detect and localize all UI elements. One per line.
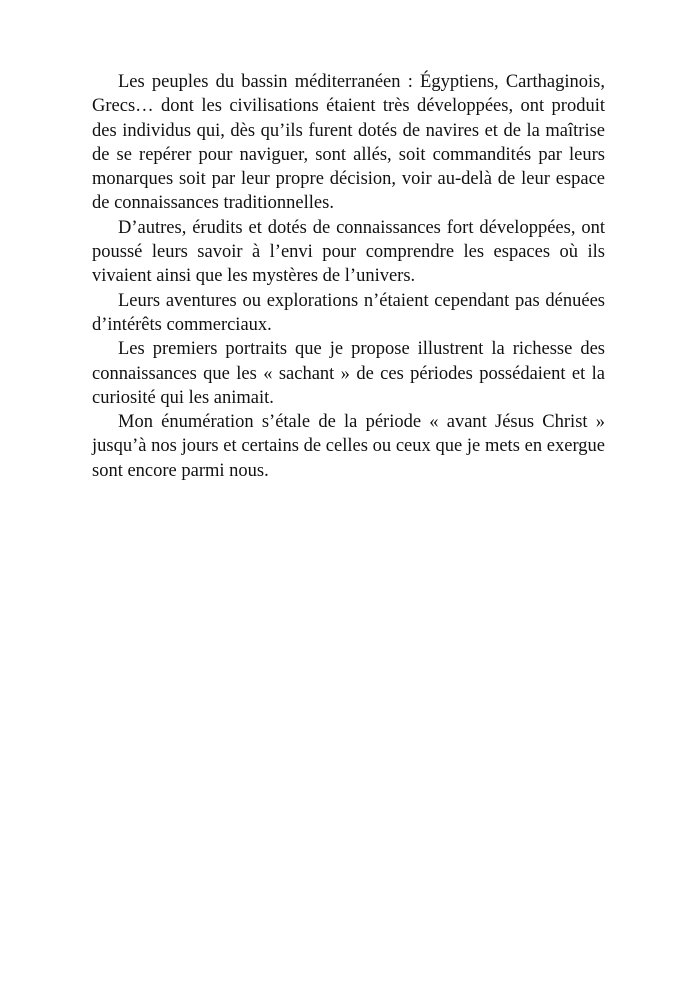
paragraph-scholars: D’autres, érudits et dotés de connaissances fort développées, ont poussé leurs savoir à l’envi pour comprendre les espaces où ils vivaient ainsi que les mystères de l’univers. — [92, 217, 605, 287]
paragraph-enumeration-period: Mon énumération s’étale de la période « avant Jésus Christ » jusqu’à nos jours et certains de celles ou ceux que je mets en exergue sont encore parmi nous. — [92, 412, 605, 481]
paragraph-commercial-interests: Leurs aventures ou explorations n’étaient cependant pas dénuées d’intérêts commerciaux. — [92, 290, 605, 335]
document-page — [92, 70, 605, 483]
paragraph-first-portraits: Les premiers portraits que je propose illustrent la richesse des connaissances que les « sachant » de ces périodes possédaient et la curiosité qui les animait. — [92, 339, 605, 408]
paragraph-mediterranean-peoples: Les peuples du bassin méditerranéen : Égyptiens, Carthaginois, Grecs… dont les civilisations étaient très développées, ont produit des individus qui, dès qu’ils furent dotés de navires et de la maîtrise de se repérer pour naviguer, sont allés, soit commandités par leurs monarques soit par leur propre décision, voir au-delà de leur espace de connaissances traditionnelles. — [92, 72, 605, 214]
